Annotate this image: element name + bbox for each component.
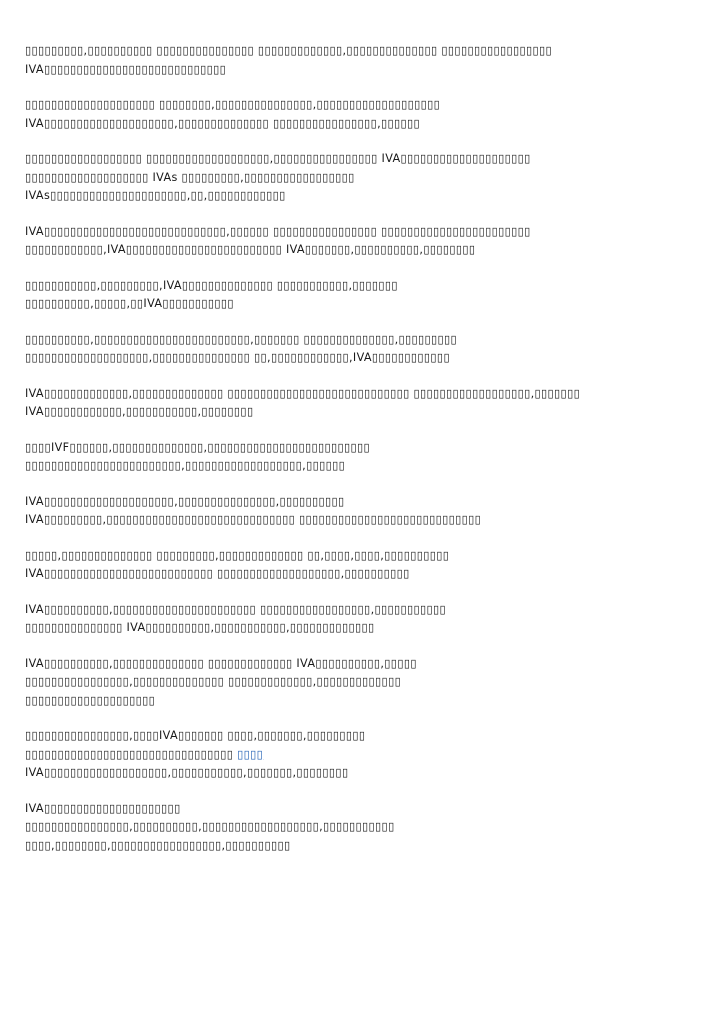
paragraph-line	[25, 746, 700, 765]
paragraph-line: ▯▯▯▯▯▯▯▯▯▯,▯▯▯▯▯▯▯▯▯▯▯▯▯▯▯▯▯▯▯▯▯▯▯▯,▯▯▯▯▯▯▯ ▯▯▯▯▯▯▯▯▯▯▯▯▯▯,▯▯▯▯▯▯▯▯▯	[25, 332, 458, 346]
paragraph-line: IVA▯▯▯▯▯▯▯▯▯▯▯▯▯,▯▯▯▯▯▯▯▯▯▯▯▯▯▯ ▯▯▯▯▯▯▯▯▯▯▯▯▯▯▯▯▯▯▯▯▯▯▯▯▯▯▯▯ ▯▯▯▯▯▯▯▯▯▯▯▯▯▯▯▯▯▯,▯▯▯▯▯▯▯	[25, 386, 581, 400]
document-body	[25, 42, 700, 872]
paragraph	[25, 277, 700, 314]
paragraph	[25, 331, 700, 368]
paragraph-line-text: ▯▯▯▯▯▯▯▯▯▯▯▯▯▯▯▯▯▯▯▯▯▯▯▯▯▯▯▯▯▯▯▯	[25, 747, 238, 761]
paragraph-line: ▯▯▯▯▯▯▯▯▯▯▯▯▯▯▯▯▯▯▯▯	[25, 693, 156, 707]
paragraph-line: IVA▯▯▯▯▯▯▯▯▯▯▯▯▯▯▯▯▯▯▯▯,▯▯▯▯▯▯▯▯▯▯▯▯▯▯▯,▯▯▯▯▯▯▯▯▯▯	[25, 494, 345, 508]
paragraph-line: ▯▯▯▯▯▯▯▯▯▯▯▯▯▯▯▯,▯▯▯▯IVA▯▯▯▯▯▯▯ ▯▯▯▯,▯▯▯▯▯▯▯,▯▯▯▯▯▯▯▯▯	[25, 729, 366, 742]
paragraph-line: IVA▯▯▯▯▯▯▯▯▯▯▯▯▯▯▯▯▯▯▯▯▯▯▯▯▯▯▯▯	[25, 62, 227, 76]
link-paragraph	[25, 727, 700, 783]
paragraph-line: IVA▯▯▯▯▯▯▯▯▯▯▯▯,▯▯▯▯▯▯▯▯▯▯▯,▯▯▯▯▯▯▯▯	[25, 405, 254, 418]
paragraph-line: IVA▯▯▯▯▯▯▯▯▯▯▯▯▯▯▯▯▯▯▯,▯▯▯▯▯▯▯▯▯▯▯,▯▯▯▯▯▯▯,▯▯▯▯▯▯▯▯	[25, 766, 349, 779]
paragraph-line: ▯▯▯▯,▯▯▯▯▯▯▯▯,▯▯▯▯▯▯▯▯▯▯▯▯▯▯▯▯▯,▯▯▯▯▯▯▯▯▯▯	[25, 838, 291, 852]
paragraph	[25, 223, 700, 260]
paragraph	[25, 42, 700, 79]
paragraph-line: ▯▯▯▯▯▯▯▯▯▯▯▯▯▯▯▯,▯▯▯▯▯▯▯▯▯▯,▯▯▯▯▯▯▯▯▯▯▯▯▯▯▯▯▯▯,▯▯▯▯▯▯▯▯▯▯▯	[25, 820, 395, 833]
paragraph-line: ▯▯▯▯▯▯▯▯▯▯▯▯▯▯▯ IVA▯▯▯▯▯▯▯▯▯▯,▯▯▯▯▯▯▯▯▯▯▯,▯▯▯▯▯▯▯▯▯▯▯▯▯	[25, 621, 375, 634]
paragraph	[25, 601, 700, 638]
paragraph	[25, 385, 700, 422]
paragraph-line: ▯▯▯▯▯▯▯▯▯▯▯▯▯▯▯▯,▯▯▯▯▯▯▯▯▯▯▯▯▯▯ ▯▯▯▯▯▯▯▯▯▯▯▯▯,▯▯▯▯▯▯▯▯▯▯▯▯▯	[25, 675, 402, 688]
paragraph-line: ▯▯▯▯▯▯▯▯▯▯▯,▯▯▯▯▯▯▯▯▯,IVA▯▯▯▯▯▯▯▯▯▯▯▯▯▯ ▯▯▯▯▯▯▯▯▯▯▯,▯▯▯▯▯▯▯	[25, 278, 398, 292]
paragraph-line: IVA▯▯▯▯▯▯▯▯▯▯▯▯▯▯▯▯▯▯▯▯▯	[25, 801, 181, 815]
final-paragraph	[25, 800, 700, 856]
paragraph-line: ▯▯▯▯▯▯▯▯▯,▯▯▯▯▯▯▯▯▯▯ ▯▯▯▯▯▯▯▯▯▯▯▯▯▯▯ ▯▯▯▯▯▯▯▯▯▯▯▯▯,▯▯▯▯▯▯▯▯▯▯▯▯▯▯ ▯▯▯▯▯▯▯▯▯▯▯▯▯▯▯▯▯	[25, 44, 553, 57]
paragraph-line: IVA▯▯▯▯▯▯▯▯▯▯▯▯▯▯▯▯▯▯▯▯▯▯▯▯▯▯▯▯,▯▯▯▯▯▯ ▯▯▯▯▯▯▯▯▯▯▯▯▯▯▯▯ ▯▯▯▯▯▯▯▯▯▯▯▯▯▯▯▯▯▯▯▯▯▯▯	[25, 224, 531, 238]
paragraph-line: ▯▯▯▯▯▯▯▯▯▯▯▯▯▯▯▯▯▯▯,▯▯▯▯▯▯▯▯▯▯▯▯▯▯▯ ▯▯,▯▯▯▯▯▯▯▯▯▯▯▯,IVA▯▯▯▯▯▯▯▯▯▯▯▯	[25, 351, 450, 364]
paragraph-line: IVA▯▯▯▯▯▯▯▯▯▯▯▯▯▯▯▯▯▯▯▯,▯▯▯▯▯▯▯▯▯▯▯▯▯▯ ▯▯▯▯▯▯▯▯▯▯▯▯▯▯▯▯,▯▯▯▯▯▯	[25, 116, 421, 130]
paragraph	[25, 150, 700, 206]
paragraph-line: ▯▯▯▯IVF▯▯▯▯▯▯,▯▯▯▯▯▯▯▯▯▯▯▯▯▯,▯▯▯▯▯▯▯▯▯▯▯▯▯▯▯▯▯▯▯▯▯▯▯▯▯	[25, 440, 371, 454]
paragraph-line: ▯▯▯▯▯▯▯▯▯▯▯▯▯▯▯▯▯▯ ▯▯▯▯▯▯▯▯▯▯▯▯▯▯▯▯▯▯▯,▯▯▯▯▯▯▯▯▯▯▯▯▯▯▯▯ IVA▯▯▯▯▯▯▯▯▯▯▯▯▯▯▯▯▯▯▯▯	[25, 152, 531, 165]
paragraph-line: ▯▯▯▯▯▯▯▯▯▯,▯▯▯▯▯,▯▯IVA▯▯▯▯▯▯▯▯▯▯▯	[25, 297, 234, 310]
paragraph-list	[25, 42, 700, 710]
paragraph-line: ▯▯▯▯▯,▯▯▯▯▯▯▯▯▯▯▯▯▯▯ ▯▯▯▯▯▯▯▯▯,▯▯▯▯▯▯▯▯▯▯▯▯▯ ▯▯,▯▯▯▯,▯▯▯▯,▯▯▯▯▯▯▯▯▯▯	[25, 548, 450, 562]
paragraph-line: IVA▯▯▯▯▯▯▯▯▯▯,▯▯▯▯▯▯▯▯▯▯▯▯▯▯ ▯▯▯▯▯▯▯▯▯▯▯▯▯ IVA▯▯▯▯▯▯▯▯▯▯,▯▯▯▯▯	[25, 656, 417, 670]
paragraph	[25, 655, 700, 711]
paragraph-line: IVAs▯▯▯▯▯▯▯▯▯▯▯▯▯▯▯▯▯▯▯▯▯,▯▯,▯▯▯▯▯▯▯▯▯▯▯▯	[25, 189, 286, 202]
paragraph-line: IVA▯▯▯▯▯▯▯▯▯,▯▯▯▯▯▯▯▯▯▯▯▯▯▯▯▯▯▯▯▯▯▯▯▯▯▯▯▯▯ ▯▯▯▯▯▯▯▯▯▯▯▯▯▯▯▯▯▯▯▯▯▯▯▯▯▯▯▯	[25, 513, 482, 526]
paragraph-line: ▯▯▯▯▯▯▯▯▯▯▯▯▯▯▯▯▯▯▯ IVAs ▯▯▯▯▯▯▯▯▯,▯▯▯▯▯▯▯▯▯▯▯▯▯▯▯▯▯	[25, 170, 355, 184]
paragraph	[25, 96, 700, 133]
paragraph-line: IVA▯▯▯▯▯▯▯▯▯▯,▯▯▯▯▯▯▯▯▯▯▯▯▯▯▯▯▯▯▯▯▯▯ ▯▯▯▯▯▯▯▯▯▯▯▯▯▯▯▯▯,▯▯▯▯▯▯▯▯▯▯▯	[25, 602, 447, 616]
inline-link[interactable]: ▯▯▯▯	[237, 747, 264, 761]
paragraph	[25, 547, 700, 584]
paragraph-line: ▯▯▯▯▯▯▯▯▯▯▯▯▯▯▯▯▯▯▯▯▯▯▯▯,▯▯▯▯▯▯▯▯▯▯▯▯▯▯▯▯▯▯,▯▯▯▯▯▯	[25, 459, 346, 472]
paragraph	[25, 493, 700, 530]
paragraph	[25, 439, 700, 476]
paragraph-line: ▯▯▯▯▯▯▯▯▯▯▯▯▯▯▯▯▯▯▯▯ ▯▯▯▯▯▯▯▯,▯▯▯▯▯▯▯▯▯▯▯▯▯▯▯,▯▯▯▯▯▯▯▯▯▯▯▯▯▯▯▯▯▯▯	[25, 98, 441, 111]
paragraph-line: IVA▯▯▯▯▯▯▯▯▯▯▯▯▯▯▯▯▯▯▯▯▯▯▯▯▯▯ ▯▯▯▯▯▯▯▯▯▯▯▯▯▯▯▯▯▯▯,▯▯▯▯▯▯▯▯▯▯	[25, 567, 410, 580]
paragraph-line: ▯▯▯▯▯▯▯▯▯▯▯▯,IVA▯▯▯▯▯▯▯▯▯▯▯▯▯▯▯▯▯▯▯▯▯▯▯▯ IVA▯▯▯▯▯▯▯,▯▯▯▯▯▯▯▯▯▯,▯▯▯▯▯▯▯▯	[25, 243, 476, 256]
